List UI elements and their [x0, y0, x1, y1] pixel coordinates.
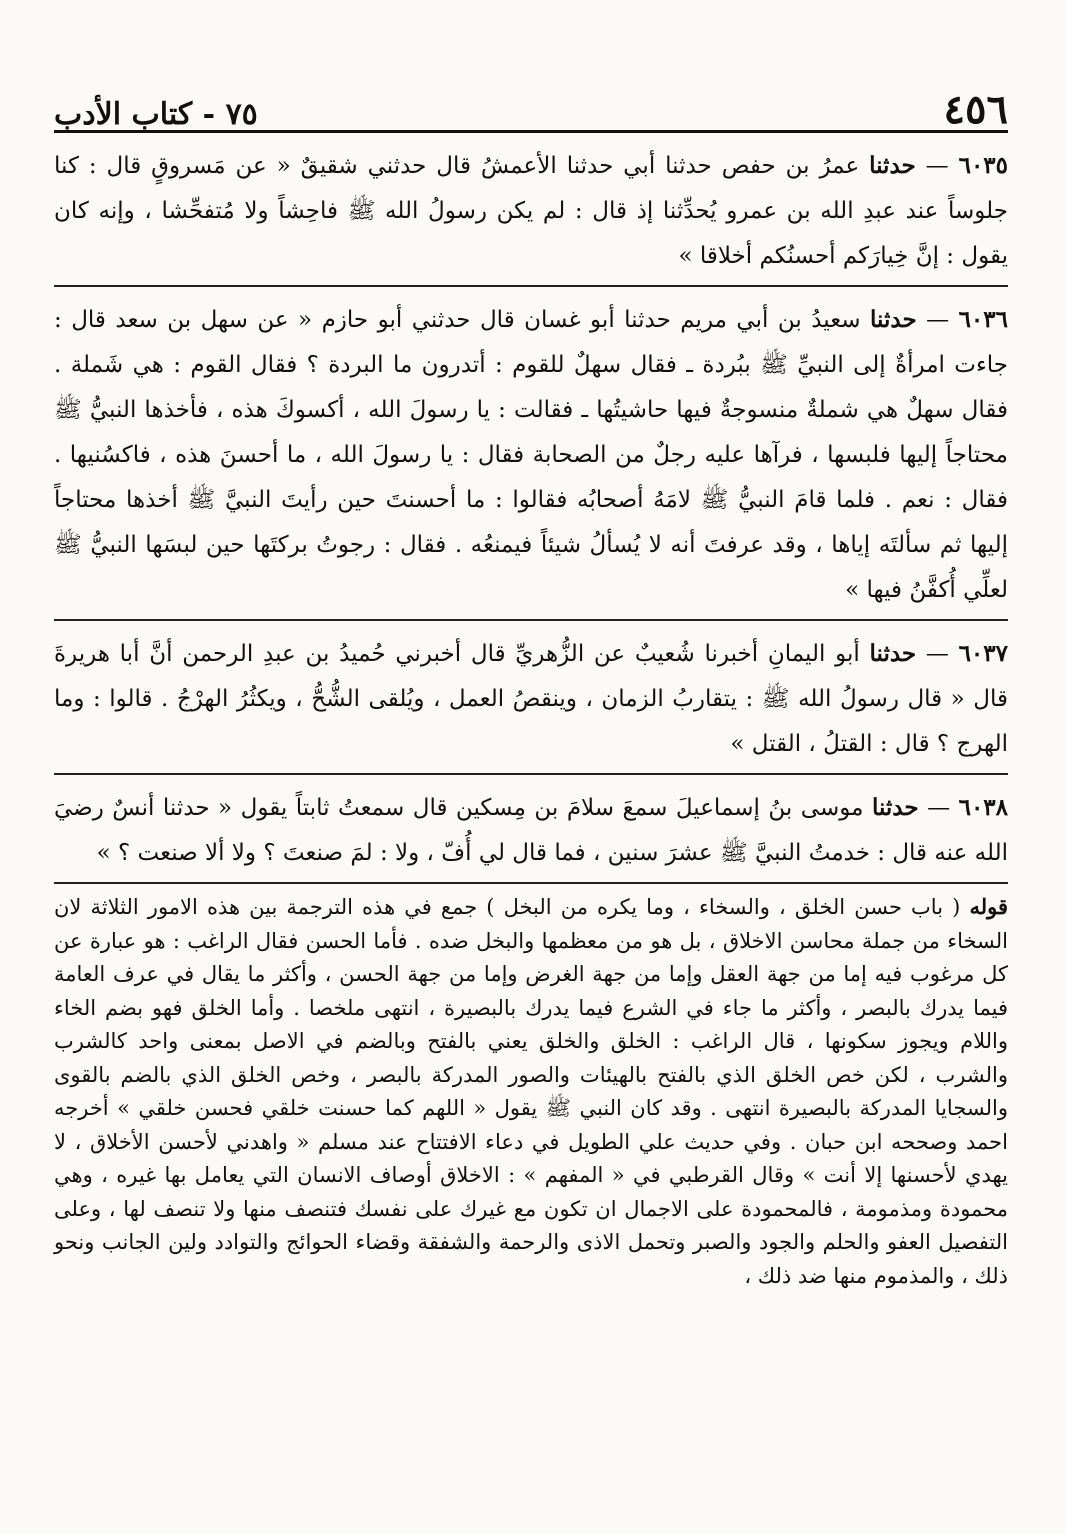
hadith-block: ٦٠٣٧ — حدثنا أبو اليمانِ أخبرنا شُعيبٌ عن الزُّهريِّ قال أخبرني حُميدُ بن عبدِ الرحمن أنَّ أبا هريرةَ قال « قال رسولُ الله ﷺ : يتقاربُ الزمان ، وينقصُ العمل ، ويُلقى الشُّحُّ ، ويكثُرُ الهرْجُ . قالوا : وما الهرج ؟ قال : القتلُ ، القتل »	[54, 631, 1008, 775]
hadith-number: ٦٠٣٨	[958, 794, 1009, 821]
hadith-block: ٦٠٣٥ — حدثنا عمرُ بن حفص حدثنا أبي حدثنا الأعمشُ قال حدثني شقيقٌ « عن مَسروقٍ قال : كنا جلوساً عند عبدِ الله بن عمرو يُحدِّثنا إذ قال : لم يكن رسولُ الله ﷺ فاحِشاً ولا مُتفحِّشا ، وإنه كان يقول : إنَّ خِيارَكم أحسنُكم أخلاقا »	[54, 143, 1008, 287]
hadith-text: أبو اليمانِ أخبرنا شُعيبٌ عن الزُّهريِّ قال أخبرني حُميدُ بن عبدِ الرحمن أنَّ أبا هريرةَ قال « قال رسولُ الله ﷺ : يتقاربُ الزمان ، وينقصُ العمل ، ويُلقى الشُّحُّ ، ويكثُرُ الهرْجُ . قالوا : وما الهرج ؟ قال : القتلُ ، القتل »	[54, 641, 1008, 757]
hadith-lead: حدثنا	[871, 794, 919, 821]
hadith-lead: حدثنا	[869, 640, 917, 667]
hadith-text: موسى بنُ إسماعيلَ سمعَ سلامَ بن مِسكين قال سمعتُ ثابتاً يقول « حدثنا أنسٌ رضيَ الله عنه قال : خدمتُ النبيَّ ﷺ عشرَ سنين ، فما قال لي أُفّ ، ولا : لمَ صنعتَ ؟ ولا ألا صنعت ؟ »	[54, 795, 1008, 866]
page-header	[54, 70, 1008, 133]
hadith-lead: حدثنا	[870, 306, 917, 333]
hadith-block: ٦٠٣٨ — حدثنا موسى بنُ إسماعيلَ سمعَ سلامَ بن مِسكين قال سمعتُ ثابتاً يقول « حدثنا أنسٌ رضيَ الله عنه قال : خدمتُ النبيَّ ﷺ عشرَ سنين ، فما قال لي أُفّ ، ولا : لمَ صنعتَ ؟ ولا ألا صنعت ؟ »	[54, 785, 1008, 884]
hadith-number: ٦٠٣٦	[958, 306, 1008, 333]
hadith-lead: حدثنا	[869, 152, 916, 179]
commentary-lead: قوله	[969, 894, 1008, 919]
hadith-text: سعيدُ بن أبي مريم حدثنا أبو غسان قال حدثني أبو حازم « عن سهل بن سعد قال : جاءت امرأةٌ إلى النبيِّ ﷺ ببُردة ـ فقال سهلٌ للقوم : أتدرون ما البردة ؟ فقال القوم : هي شَملة . فقال سهلٌ هي شملةٌ منسوجةٌ فيها حاشيتُها ـ فقالت : يا رسولَ الله ، أكسوكَ هذه ، فأخذها النبيُّ ﷺ محتاجاً إليها فلبسها ، فرآها عليه رجلٌ من الصحابة فقال : يا رسولَ الله ، ما أحسنَ هذه ، فاكسُنيها . فقال : نعم . فلما قامَ النبيُّ ﷺ لامَهُ أصحابُه فقالوا : ما أحسنتَ حين رأيتَ النبيَّ ﷺ أخذها محتاجاً إليها ثم سألتَه إياها ، وقد عرفتَ أنه لا يُسألُ شيئاً فيمنعُه . فقال : رجوتُ بركتَها حين لبسَها النبيُّ ﷺ لعلِّي أُكفَّنُ فيها »	[54, 307, 1008, 603]
commentary-block	[54, 890, 1008, 1293]
hadith-number: ٦٠٣٧	[958, 640, 1008, 667]
hadith-number: ٦٠٣٥	[958, 152, 1009, 179]
chapter-title: ٧٥ - كتاب الأدب	[54, 97, 258, 132]
hadith-block: ٦٠٣٦ — حدثنا سعيدُ بن أبي مريم حدثنا أبو غسان قال حدثني أبو حازم « عن سهل بن سعد قال : جاءت امرأةٌ إلى النبيِّ ﷺ ببُردة ـ فقال سهلٌ للقوم : أتدرون ما البردة ؟ فقال القوم : هي شَملة . فقال سهلٌ هي شملةٌ منسوجةٌ فيها حاشيتُها ـ فقالت : يا رسولَ الله ، أكسوكَ هذه ، فأخذها النبيُّ ﷺ محتاجاً إليها فلبسها ، فرآها عليه رجلٌ من الصحابة فقال : يا رسولَ الله ، ما أحسنَ هذه ، فاكسُنيها . فقال : نعم . فلما قامَ النبيُّ ﷺ لامَهُ أصحابُه فقالوا : ما أحسنتَ حين رأيتَ النبيَّ ﷺ أخذها محتاجاً إليها ثم سألتَه إياها ، وقد عرفتَ أنه لا يُسألُ شيئاً فيمنعُه . فقال : رجوتُ بركتَها حين لبسَها النبيُّ ﷺ لعلِّي أُكفَّنُ فيها »	[54, 297, 1008, 621]
page-number: ٤٥٦	[943, 86, 1008, 133]
commentary-text: ( باب حسن الخلق ، والسخاء ، وما يكره من البخل ) جمع في هذه الترجمة بين هذه الامور الثلاثة لان السخاء من جملة محاسن الاخلاق ، بل هو من معظمها والبخل ضده . فأما الحسن فقال الراغب : هو عبارة عن كل مرغوب فيه إما من جهة العقل وإما من جهة الغرض وإما من جهة الحسن ، وأكثر ما يقال في عرف العامة فيما يدرك بالبصر ، وأكثر ما جاء في الشرع فيما يدرك بالبصيرة ، انتهى ملخصا . وأما الخلق فهو بضم الخاء واللام ويجوز سكونها ، قال الراغب : الخلق والخلق يعني بالفتح وبالضم في الاصل بمعنى واحد كالشرب والشرب ، لكن خص الخلق الذي بالفتح بالهيئات والصور المدركة بالبصر ، وخص الخلق الذي بالضم بالقوى والسجايا المدركة بالبصيرة انتهى . وقد كان النبي ﷺ يقول « اللهم كما حسنت خلقي فحسن خلقي » أخرجه احمد وصححه ابن حبان . وفي حديث علي الطويل في دعاء الافتتاح عند مسلم « واهدني لأحسن الأخلاق ، لا يهدي لأحسنها إلا أنت » وقال القرطبي في « المفهم » : الاخلاق أوصاف الانسان التي يعامل بها غيره ، وهي محمودة ومذمومة ، فالمحمودة على الاجمال ان تكون مع غيرك على نفسك فتنصف منها ولا تنصف لها ، وعلى التفصيل العفو والحلم والجود والصبر وتحمل الاذى والرحمة والشفقة وقضاء الحوائج والتوادد ولين الجانب ونحو ذلك ، والمذموم منها ضد ذلك ،	[54, 895, 1008, 1288]
hadith-text: عمرُ بن حفص حدثنا أبي حدثنا الأعمشُ قال حدثني شقيقٌ « عن مَسروقٍ قال : كنا جلوساً عند عبدِ الله بن عمرو يُحدِّثنا إذ قال : لم يكن رسولُ الله ﷺ فاحِشاً ولا مُتفحِّشا ، وإنه كان يقول : إنَّ خِيارَكم أحسنُكم أخلاقا »	[54, 153, 1008, 269]
